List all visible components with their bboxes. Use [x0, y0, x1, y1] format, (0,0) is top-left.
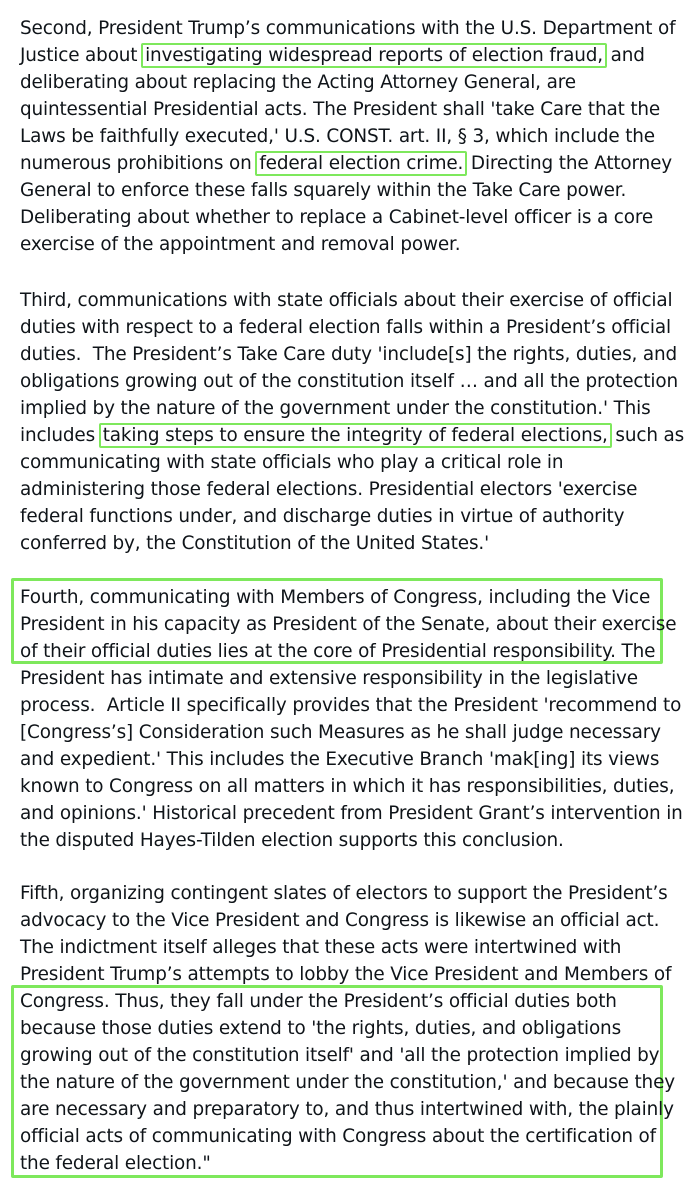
text-line: advocacy to the Vice President and Congress is likewise an official act.	[20, 910, 660, 931]
text-line: Justice about investigating widespread reports of election fraud, and	[20, 45, 645, 66]
highlight-federal-election-crime: federal election crime.	[255, 151, 467, 176]
text-line: communicating with state officials who play a critical role in	[20, 452, 564, 473]
text-line: duties. The President’s Take Care duty 'include[s] the rights, duties, and	[20, 344, 678, 365]
text-line: conferred by, the Constitution of the United States.'	[20, 533, 489, 554]
text-line: President Trump’s attempts to lobby the Vice President and Members of	[20, 964, 672, 985]
text-line: and opinions.' Historical precedent from President Grant’s intervention in	[20, 803, 683, 824]
text-line: known to Congress on all matters in which it has responsibilities, duties,	[20, 776, 675, 797]
text-line: [Congress’s] Consideration such Measures as he shall judge necessary	[20, 722, 661, 743]
text-line: duties with respect to a federal election falls within a President’s official	[20, 317, 671, 338]
text-line: President has intimate and extensive responsibility in the legislative	[20, 668, 638, 689]
text-line: are necessary and preparatory to, and thus intertwined with, the plainly	[20, 1099, 674, 1120]
text-line: Fourth, communicating with Members of Congress, including the Vice	[20, 587, 651, 608]
text-line: General to enforce these falls squarely within the Take Care power.	[20, 180, 627, 201]
text-line: process. Article II specifically provides that the President 'recommend to	[20, 695, 682, 716]
text-line: official acts of communicating with Congress about the certification of	[20, 1126, 656, 1147]
text-line: President in his capacity as President of the Senate, about their exercise	[20, 614, 677, 635]
highlight-election-fraud: investigating widespread reports of election fraud,	[141, 43, 607, 68]
text-line: numerous prohibitions on federal election crime. Directing the Attorney	[20, 153, 673, 174]
text-line: growing out of the constitution itself' and 'all the protection implied by	[20, 1045, 660, 1066]
text-line: Third, communications with state officials about their exercise of official	[20, 290, 673, 311]
text-line: and expedient.' This includes the Executive Branch 'mak[ing] its views	[20, 749, 660, 770]
text-line: includes taking steps to ensure the integrity of federal elections, such as	[20, 425, 684, 446]
highlight-integrity-federal-elections: taking steps to ensure the integrity of federal elections,	[99, 423, 612, 448]
text-line: implied by the nature of the government under the constitution.' This	[20, 398, 651, 419]
text-line: federal functions under, and discharge duties in virtue of authority	[20, 506, 625, 527]
text-line: Congress. Thus, they fall under the President’s official duties both	[20, 991, 617, 1012]
text-line: of their official duties lies at the core of Presidential responsibility. The	[20, 641, 656, 662]
text-line: Laws be faithfully executed,' U.S. CONST. art. II, § 3, which include the	[20, 126, 655, 147]
text-line: obligations growing out of the constitution itself … and all the protection	[20, 371, 678, 392]
text-line: Deliberating about whether to replace a Cabinet-level officer is a core	[20, 207, 654, 228]
text-line: the nature of the government under the constitution,' and because they	[20, 1072, 675, 1093]
text-line: Second, President Trump’s communications with the U.S. Department of	[20, 18, 676, 39]
text-line: deliberating about replacing the Acting Attorney General, are	[20, 72, 576, 93]
text-line: because those duties extend to 'the rights, duties, and obligations	[20, 1018, 621, 1039]
text-line: The indictment itself alleges that these acts were intertwined with	[20, 937, 622, 958]
text-line: the disputed Hayes-Tilden election supports this conclusion.	[20, 830, 564, 851]
text-line: administering those federal elections. Presidential electors 'exercise	[20, 479, 638, 500]
text-line: quintessential Presidential acts. The President shall 'take Care that the	[20, 99, 661, 120]
text-line: Fifth, organizing contingent slates of electors to support the President’s	[20, 883, 668, 904]
text-line: the federal election."	[20, 1153, 211, 1174]
text-line: exercise of the appointment and removal power.	[20, 234, 461, 255]
